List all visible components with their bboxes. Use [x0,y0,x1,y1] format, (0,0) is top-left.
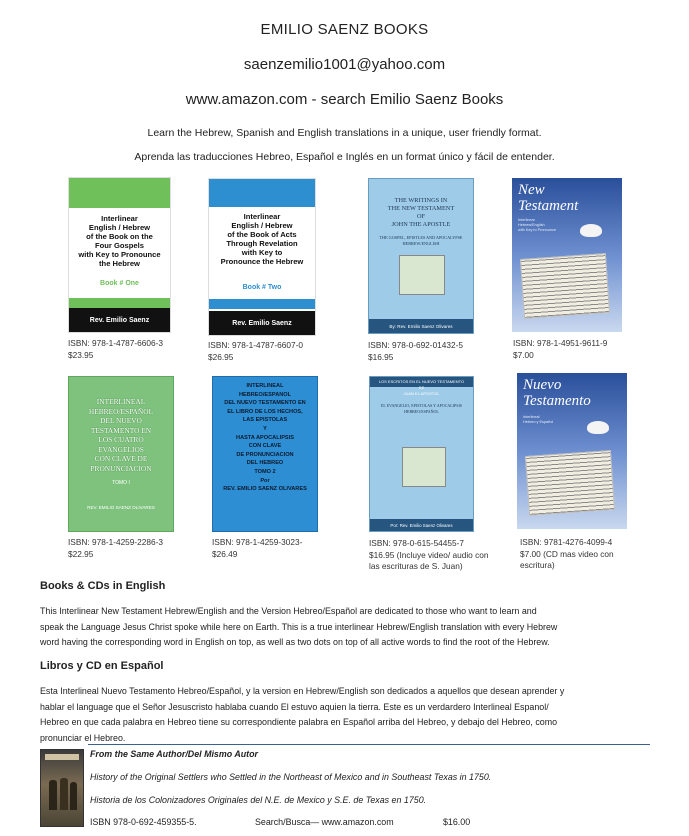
book-price: $7.00 [513,349,534,360]
history-book-cover [40,749,84,827]
book-caption [513,338,638,361]
book-isbn: ISBN: 9781-4276-4099-4 [520,537,613,547]
page-title: EMILIO SAENZ BOOKS [260,21,429,38]
book-cover-nuevo-testamento: Nuevo Testamento Interlineal Hebreo y Español [517,373,627,529]
book-caption [369,538,491,573]
book-isbn: ISBN: 978-0-692-01432-5 [368,340,464,350]
section-heading-english: Books & CDs in English [40,580,166,592]
book-price: $16.95 [368,351,394,362]
book-cover-john-spanish: LOS ESCRITOS EN EL NUEVO TESTAMENTO DE JUAN EL APOSTOL EL EVANGELIO, EPISTOLAS Y APOCALIPSIS HEBREO/ESPAÑOL Por: Rev. Emilio Saenz Olivares [369,376,474,532]
spanish-description: Esta Interlineal Nuevo Testamento Hebreo/Español, y la version en Hebrew/English son dedicados a aquellos que desean aprender y hablar el language que el Señor Jesuscristo hablaba cuando El estuvo aquien la tierra. Este es un verdardero Interlineal Espanol/ Hebreo en que cada palabra en Hebreo tiene su correspondiente palabra en Español arriba del Hebreo, y debajo del Hebreo, como pronunciar el Hebreo. [40,686,565,743]
book-caption [68,338,193,361]
book-caption [368,340,493,363]
book-price: $26.95 [208,351,234,362]
book-isbn: ISBN: 978-1-4259-3023- [212,537,303,547]
book-caption [68,537,193,560]
book-price: $7.00 (CD mas video con escritura) [520,548,614,570]
history-title-english: History of the Original Settlers who Settled in the Northeast of Mexico and in Southeast Texas in 1750. [90,772,492,782]
history-search: Search/Busca— www.amazon.com [255,817,394,827]
book-isbn: ISBN: 978-0-615-54455-7 [369,538,465,548]
english-description: This Interlinear New Testament Hebrew/English and the Version Hebreo/Español are dedicated to those who want to learn and speak the Language Jesus Christ spoke while here on Earth. This is a true interlinear Hebrew/English translation with every Hebrew word having the corresponding word in English on top, as well as two dots on top of all active words to find the root of the Hebrew. [40,606,558,647]
contact-email: saenzemilio1001@yahoo.com [243,56,446,73]
book-isbn: ISBN: 978-1-4787-6606-3 [68,338,164,348]
history-title-spanish: Historia de los Colonizadores Originales del N.E. de Mexico y S.E. de Texas en 1750. [90,795,427,805]
book-cover-new-testament: New Testament Interlinear Hebrew/English with Key to Pronounce [512,178,622,332]
tagline-english: Learn the Hebrew, Spanish and English translations in a unique, user friendly format. [147,127,542,139]
book-cover-acts-spanish: INTERLINEAL HEBREO/ESPANOL DEL NUEVO TESTAMENTO EN EL LIBRO DE LOS HECHOS, LAS EPISTOLAS Y HASTA APOCALIPSIS CON CLAVE DE PRONUNCIACION DEL HEBREO TOMO 2 Por REV. EMILIO SAENZ OLIVARES [212,376,318,532]
tagline-spanish: Aprenda las traducciones Hebreo, Español e Inglés en un format único y fácil de entender. [134,151,555,163]
amazon-search-line: www.amazon.com - search Emilio Saenz Books [185,91,504,108]
book-isbn: ISBN: 978-1-4259-2286-3 [68,537,164,547]
book-price: $22.95 [68,548,94,559]
section-heading-spanish: Libros y CD en Español [40,660,164,672]
section-divider [88,744,650,745]
book-caption [212,537,337,560]
book-isbn: ISBN: 978-1-4787-6607-0 [208,340,304,350]
book-price: $16.95 (Incluye video/ audio con las escrituras de S. Juan) [369,549,489,571]
book-cover-gospels-spanish: INTERLINEAL HEBREO/ESPAÑOL DEL NUEVO TESTAMENTO EN LOS CUATRO EVANGELIOS CON CLAVE DE PRONUNCIACION TOMO I REV. EMILIO SAENZ OLIVARES [68,376,174,532]
history-price: $16.00 [443,817,471,827]
same-author-label: From the Same Author/Del Mismo Autor [90,749,258,759]
book-caption [208,340,333,363]
book-price: $26.49 [212,548,238,559]
book-isbn: ISBN: 978-1-4951-9611-9 [513,338,608,348]
book-price: $23.95 [68,349,94,360]
book-cover-acts-english: Interlinear English / Hebrew of the Book of Acts Through Revelation with Key to Pronounce the Hebrew Book # Two Rev. Emilio Saenz [208,178,316,336]
book-caption [520,537,645,572]
book-cover-gospels-english: Interlinear English / Hebrew of the Book on the Four Gospels with Key to Pronounce the Hebrew Book # One Rev. Emilio Saenz [68,177,171,333]
book-cover-john-english: THE WRITINGS IN THE NEW TESTAMENT OF JOHN THE APOSTLE THE GOSPEL, EPISTLES AND APOCALYPSE HEBREW/ENGLISH By: Rev. Emilio Saenz Olivares [368,178,474,334]
history-isbn: ISBN 978-0-692-459355-5. [90,817,197,827]
